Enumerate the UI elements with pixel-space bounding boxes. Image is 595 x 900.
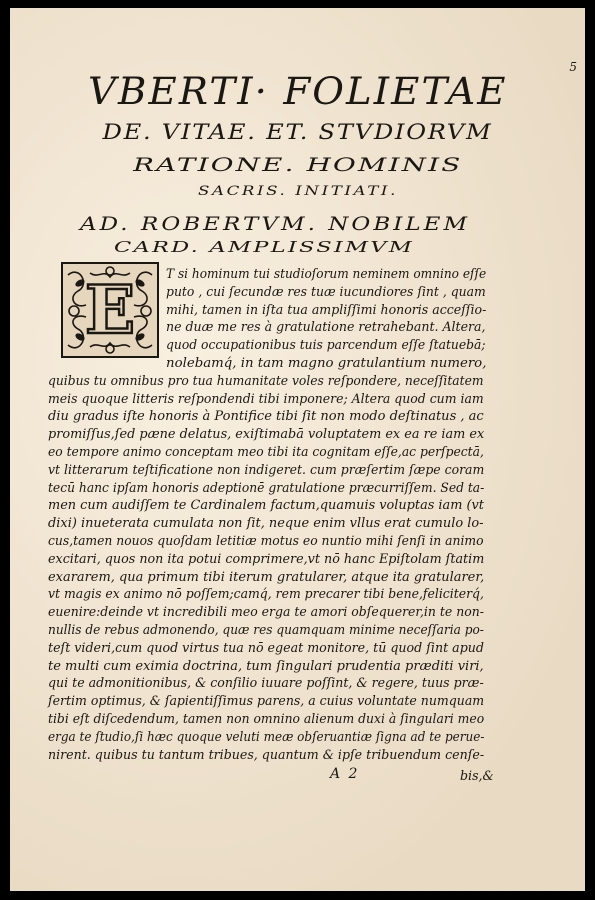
body-line: nirent. quibus tu tantum tribues, quantum & ipſe tribuendum cenſe- bbox=[48, 746, 485, 762]
body-line: qui te admonitionibus, & conſilio iuuare poſſint, & regere, tuus præ- bbox=[48, 675, 484, 691]
body-line: T si hominum tui studioſorum neminem omnino eſſe bbox=[166, 266, 487, 281]
body-line: quod occupationibus tuis parcendum eſſe ſtatuebā; bbox=[166, 337, 486, 353]
page-title: VBERTI· FOLIETAE bbox=[87, 70, 508, 113]
body-line: cus,tamen nouos quoſdam letitiæ motus eo nuntio mihi ſenſi in animo bbox=[48, 533, 484, 548]
folio-number: 5 bbox=[569, 60, 577, 74]
body-line: exararem, qua primum tibi iterum gratularer, atque ita gratularer, bbox=[48, 568, 485, 584]
body-line: mihi, tamen in iſta tua ampliſſimi honoris acceſſio- bbox=[166, 301, 487, 317]
body-line: ſertim optimus, & ſapientiſſimus parens, a cuius voluntate numquam bbox=[48, 693, 485, 709]
body-line: teſt videri,cum quod virtus tua nō egeat monitore, tū quod ſint apud bbox=[48, 639, 484, 655]
heading-line-3: RATIONE. HOMINIS bbox=[132, 154, 463, 176]
heading-line-2: DE. VITAE. ET. STVDIORVM bbox=[102, 120, 493, 144]
heading-line-4: SACRIS. INITIATI. bbox=[197, 184, 398, 199]
body-line: te multi cum eximia doctrina, tum ſingulari prudentia præditi viri, bbox=[48, 657, 484, 673]
body-line: vt magis ex animo nō poſſem;camq́, rem precarer tibi bene,feliciterq́, bbox=[48, 586, 484, 602]
body-line: nolebamq́, in tam magno gratulantium numero, bbox=[166, 355, 487, 370]
body-line: men cum audiſſem te Cardinalem factum,quamuis voluptas iam (vt bbox=[48, 497, 484, 513]
body-line: quibus tu omnibus pro tua humanitate voles reſpondere, neceſſitatem bbox=[48, 372, 484, 388]
body-line: nullis de rebus admonendo, quæ res quamquam minime neceſſaria po- bbox=[48, 622, 484, 637]
body-line: excitari, quos non ita potui comprimere,vt nō hanc Epiſtolam ſtatim bbox=[48, 550, 485, 566]
signature-mark: A 2 bbox=[330, 766, 360, 782]
body-line: tibi eſt diſcedendum, tamen non omnino alienum duxi à ſingulari meo bbox=[48, 711, 485, 726]
body-line: diu gradus iſte honoris à Pontifice tibi ſit non modo deſtinatus , ac bbox=[48, 408, 484, 424]
body-line: ne duæ me res à gratulatione retrahebant. Altera, bbox=[166, 319, 486, 335]
body-line: puto , cui ſecundæ res tuæ iucundiores ſint , quam bbox=[166, 283, 486, 299]
body-line: vt litterarum teſtificatione non indigeret. cum præſertim ſæpe coram bbox=[48, 461, 485, 477]
book-page bbox=[10, 8, 585, 891]
catchword: bis,& bbox=[460, 768, 494, 783]
body-line: tecū hanc ipſam honoris adeptionē gratulatione præcurriſſem. Sed ta- bbox=[48, 479, 485, 495]
initial-letter: E bbox=[84, 271, 136, 349]
body-line: euenire:deinde vt incredibili meo erga te amori obſequerer,in te non- bbox=[48, 604, 484, 620]
body-line: meis quoque litteris reſpondendi tibi imponere; Altera quod cum iam bbox=[48, 390, 484, 406]
body-line: erga te ſtudio,ſi hæc quoque veluti meæ obſeruantiæ ſigna ad te perue- bbox=[48, 728, 485, 744]
address-line-2: CARD. AMPLISSIMVM bbox=[114, 238, 415, 256]
decorated-initial-icon bbox=[60, 261, 160, 359]
address-line-1: AD. ROBERTVM. NOBILEM bbox=[80, 213, 471, 235]
body-line: dixi) inueterata cumulata non ſit, neque enim vllus erat cumulo lo- bbox=[48, 515, 484, 531]
body-line: promiſſus,ſed pæne delatus, exiſtimabā voluptatem ex ea re iam ex bbox=[48, 426, 485, 442]
body-line: eo tempore animo conceptam meo tibi ita cognitam eſſe,ac perſpectā, bbox=[48, 444, 484, 459]
